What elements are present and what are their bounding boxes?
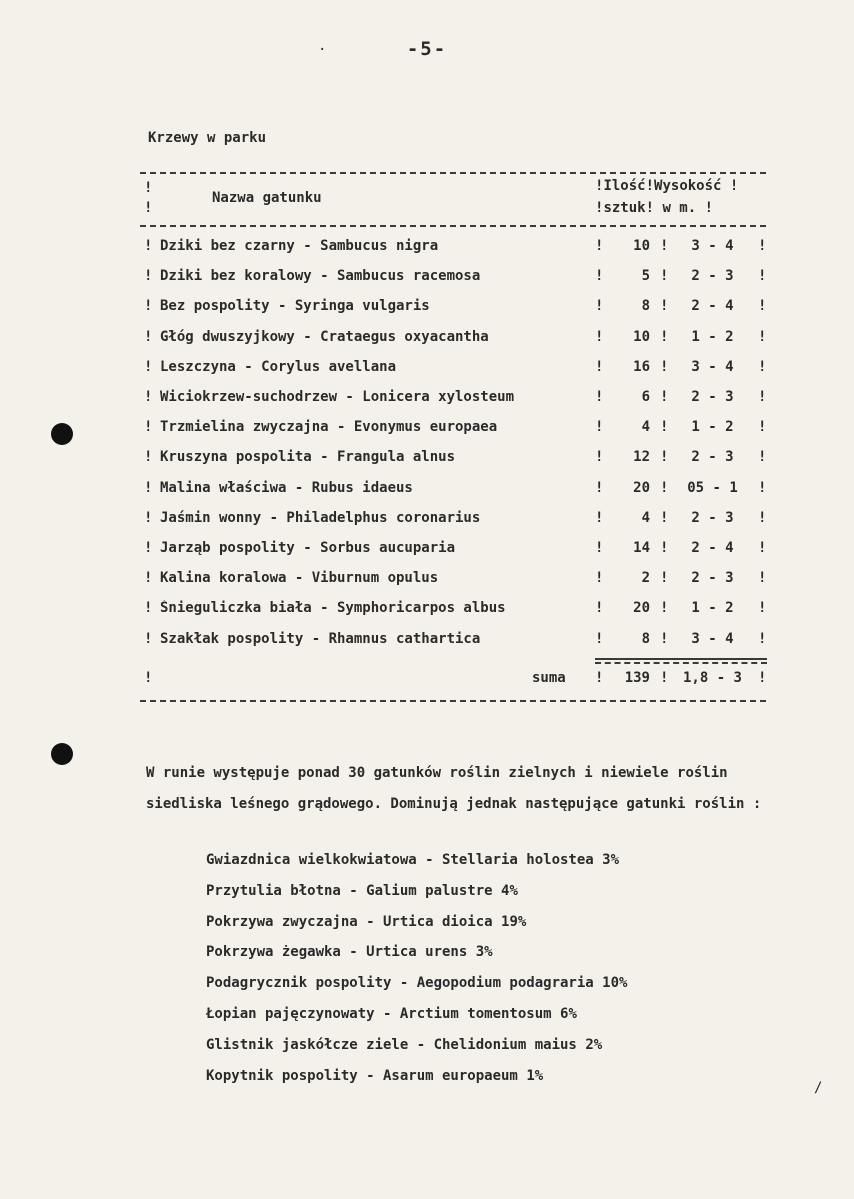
row-height: 2 - 4 xyxy=(691,540,734,556)
table-row xyxy=(140,329,770,351)
row-name: Dziki bez czarny - Sambucus nigra xyxy=(160,238,439,254)
row-name: Wiciokrzew-suchodrzew - Lonicera xylosteum xyxy=(160,389,515,405)
row-bang: ! xyxy=(758,298,767,315)
header-bottom-row: !sztuk! w m. ! xyxy=(595,200,714,216)
row-bang: ! xyxy=(144,419,153,436)
row-qty: 20 xyxy=(633,479,650,496)
sum-qty: 139 xyxy=(624,670,650,686)
row-bang: ! xyxy=(595,630,604,647)
header-height: Wysokość xyxy=(654,178,722,194)
row-bang: ! xyxy=(660,509,669,526)
row-bang: ! xyxy=(144,600,153,617)
table-row xyxy=(140,570,770,592)
row-height: 2 - 4 xyxy=(691,298,734,315)
row-qty: 10 xyxy=(633,328,650,345)
plant-item xyxy=(206,1061,627,1092)
row-bang: ! xyxy=(758,570,767,587)
sum-bang: ! xyxy=(144,670,153,686)
row-name: Śnieguliczka biała - Symphoricarpos albus xyxy=(160,600,506,617)
table-row xyxy=(140,480,770,502)
row-bang: ! xyxy=(660,630,669,647)
row-qty: 16 xyxy=(633,358,650,375)
plant-item xyxy=(206,968,627,999)
row-bang: ! xyxy=(595,479,604,496)
table-row xyxy=(140,389,770,411)
row-qty: 4 xyxy=(641,509,650,526)
plant-name: Łopian pajęczynowaty - Arctium tomentosum xyxy=(206,1005,552,1022)
row-bang: ! xyxy=(758,419,767,436)
row-name: Leszczyna - Corylus avellana xyxy=(160,358,397,375)
row-bang: ! xyxy=(660,449,669,466)
table-row xyxy=(140,449,770,471)
sum-bang: ! xyxy=(758,670,767,686)
plant-name: Przytulia błotna - Galium palustre xyxy=(206,882,493,899)
row-name: Kruszyna pospolita - Frangula alnus xyxy=(160,449,456,466)
row-bang: ! xyxy=(144,328,153,345)
row-bang: ! xyxy=(758,540,767,556)
row-name: Malina właściwa - Rubus idaeus xyxy=(160,479,413,496)
table-row xyxy=(140,268,770,290)
row-bang: ! xyxy=(660,570,669,587)
row-bang: ! xyxy=(758,238,767,254)
plant-percentage: 19% xyxy=(501,913,527,930)
row-qty: 5 xyxy=(641,268,650,285)
table-row xyxy=(140,540,770,562)
section-heading: Krzewy w parku xyxy=(148,130,267,146)
row-name: Szakłak pospolity - Rhamnus cathartica xyxy=(160,630,481,647)
stray-mark: · xyxy=(318,42,327,58)
row-name: Bez pospolity - Syringa vulgaris xyxy=(160,298,430,315)
row-qty: 12 xyxy=(633,449,650,466)
row-bang: ! xyxy=(595,238,604,254)
sum-rule-lower xyxy=(595,662,767,664)
row-bang: ! xyxy=(595,540,604,556)
row-bang: ! xyxy=(660,600,669,617)
plant-name: Gwiazdnica wielkokwiatowa - Stellaria holostea xyxy=(206,852,594,868)
row-bang: ! xyxy=(758,600,767,617)
row-qty: 8 xyxy=(641,298,650,315)
plant-percentage: 6% xyxy=(560,1005,577,1022)
sum-label: suma xyxy=(532,670,566,686)
row-height: 05 - 1 xyxy=(687,479,738,496)
row-bang: ! xyxy=(595,389,604,405)
sum-height: 1,8 - 3 xyxy=(682,670,742,686)
plant-percentage: 4% xyxy=(501,882,518,899)
plant-percentage: 3% xyxy=(475,944,493,961)
plant-percentage: 3% xyxy=(602,852,620,868)
row-bang: ! xyxy=(758,328,767,345)
header-qty-unit: sztuk xyxy=(603,200,646,216)
row-bang: ! xyxy=(595,268,604,285)
row-height: 1 - 2 xyxy=(691,419,734,436)
row-bang: ! xyxy=(144,268,153,285)
header-height-unit: w m. xyxy=(662,200,697,216)
row-name: Jarząb pospolity - Sorbus aucuparia xyxy=(160,540,456,556)
row-bang: ! xyxy=(660,298,669,315)
row-name: Trzmielina zwyczajna - Evonymus europaea xyxy=(160,419,498,436)
row-bang: ! xyxy=(595,358,604,375)
row-bang: ! xyxy=(595,419,604,436)
table-row xyxy=(140,298,770,320)
row-bang: ! xyxy=(144,540,153,556)
row-bang: ! xyxy=(144,298,153,315)
punch-hole-upper xyxy=(51,423,73,445)
header-bang: ! xyxy=(144,200,153,216)
row-qty: 20 xyxy=(633,600,650,617)
row-bang: ! xyxy=(595,449,604,466)
table-row xyxy=(140,510,770,532)
row-height: 3 - 4 xyxy=(691,238,734,254)
row-bang: ! xyxy=(144,630,153,647)
header-top-row: !Ilość!Wysokość ! xyxy=(595,178,739,194)
row-bang: ! xyxy=(758,449,767,466)
table-bottom-rule xyxy=(140,700,766,702)
page-number: -5- xyxy=(406,38,448,60)
row-bang: ! xyxy=(660,358,669,375)
row-height: 2 - 3 xyxy=(691,449,734,466)
row-qty: 8 xyxy=(641,630,650,647)
row-height: 2 - 3 xyxy=(691,509,734,526)
row-name: Dziki bez koralowy - Sambucus racemosa xyxy=(160,268,481,285)
sum-bang: ! xyxy=(595,670,604,686)
row-bang: ! xyxy=(758,389,767,405)
header-name: Nazwa gatunku xyxy=(212,190,322,206)
row-bang: ! xyxy=(595,298,604,315)
table-top-rule xyxy=(140,172,766,174)
row-bang: ! xyxy=(758,630,767,647)
plant-item xyxy=(206,876,627,907)
row-name: Jaśmin wonny - Philadelphus coronarius xyxy=(160,509,481,526)
punch-hole-lower xyxy=(51,743,73,765)
row-height: 3 - 4 xyxy=(691,358,734,375)
table-row xyxy=(140,600,770,622)
row-bang: ! xyxy=(660,540,669,556)
row-height: 1 - 2 xyxy=(691,328,734,345)
row-bang: ! xyxy=(595,600,604,617)
row-bang: ! xyxy=(758,509,767,526)
row-height: 2 - 3 xyxy=(691,570,734,587)
row-bang: ! xyxy=(595,328,604,345)
header-qty: Ilość xyxy=(603,178,646,194)
row-height: 2 - 3 xyxy=(691,389,734,405)
row-bang: ! xyxy=(660,268,669,285)
row-qty: 4 xyxy=(641,419,650,436)
plant-name: Glistnik jaskółcze ziele - Chelidonium maius xyxy=(206,1036,577,1053)
body-paragraph: W runie występuje ponad 30 gatunków roślin zielnych i niewiele roślin siedliska leśnego grądowego. Dominują jednak następujące gatunki roślin : xyxy=(146,765,762,812)
row-bang: ! xyxy=(660,389,669,405)
row-bang: ! xyxy=(660,328,669,345)
row-name: Głóg dwuszyjkowy - Crataegus oxyacantha xyxy=(160,328,489,345)
row-bang: ! xyxy=(144,449,153,466)
table-row xyxy=(140,419,770,441)
row-bang: ! xyxy=(144,238,153,254)
row-bang: ! xyxy=(144,358,153,375)
header-rule xyxy=(140,225,766,227)
row-bang: ! xyxy=(660,419,669,436)
row-bang: ! xyxy=(660,479,669,496)
row-height: 3 - 4 xyxy=(691,630,734,647)
row-bang: ! xyxy=(758,358,767,375)
sum-rule-upper xyxy=(595,658,767,660)
row-qty: 6 xyxy=(641,389,650,405)
header-bang: ! xyxy=(144,180,153,196)
row-bang: ! xyxy=(758,268,767,285)
plant-item xyxy=(206,999,627,1030)
stray-mark: / xyxy=(814,1080,823,1096)
table-row xyxy=(140,631,770,653)
row-qty: 14 xyxy=(633,540,650,556)
row-height: 2 - 3 xyxy=(691,268,734,285)
row-bang: ! xyxy=(144,479,153,496)
plant-name: Pokrzywa zwyczajna - Urtica dioica xyxy=(206,913,493,930)
plant-percentage: 10% xyxy=(602,975,628,992)
plant-name: Kopytnik pospolity - Asarum europaeum xyxy=(206,1067,518,1084)
row-name: Kalina koralowa - Viburnum opulus xyxy=(160,570,439,587)
plant-name: Podagrycznik pospolity - Aegopodium podagraria xyxy=(206,975,594,992)
plant-item xyxy=(206,937,627,968)
row-bang: ! xyxy=(595,570,604,587)
row-height: 1 - 2 xyxy=(691,600,734,617)
row-qty: 2 xyxy=(641,570,650,587)
row-bang: ! xyxy=(660,238,669,254)
sum-bang: ! xyxy=(660,670,669,686)
row-qty: 10 xyxy=(633,238,650,254)
row-bang: ! xyxy=(144,570,153,587)
table-row xyxy=(140,238,770,260)
plant-percentage: 1% xyxy=(526,1067,544,1084)
plant-item xyxy=(206,907,627,938)
row-bang: ! xyxy=(144,389,153,405)
row-bang: ! xyxy=(144,509,153,526)
row-bang: ! xyxy=(758,479,767,496)
plant-percentage: 2% xyxy=(585,1036,603,1053)
table-row xyxy=(140,359,770,381)
row-bang: ! xyxy=(595,509,604,526)
plant-name: Pokrzywa żegawka - Urtica urens xyxy=(206,944,468,961)
plant-list xyxy=(206,845,627,1091)
plant-item xyxy=(206,845,627,876)
plant-item xyxy=(206,1030,627,1061)
sum-row xyxy=(140,670,770,692)
